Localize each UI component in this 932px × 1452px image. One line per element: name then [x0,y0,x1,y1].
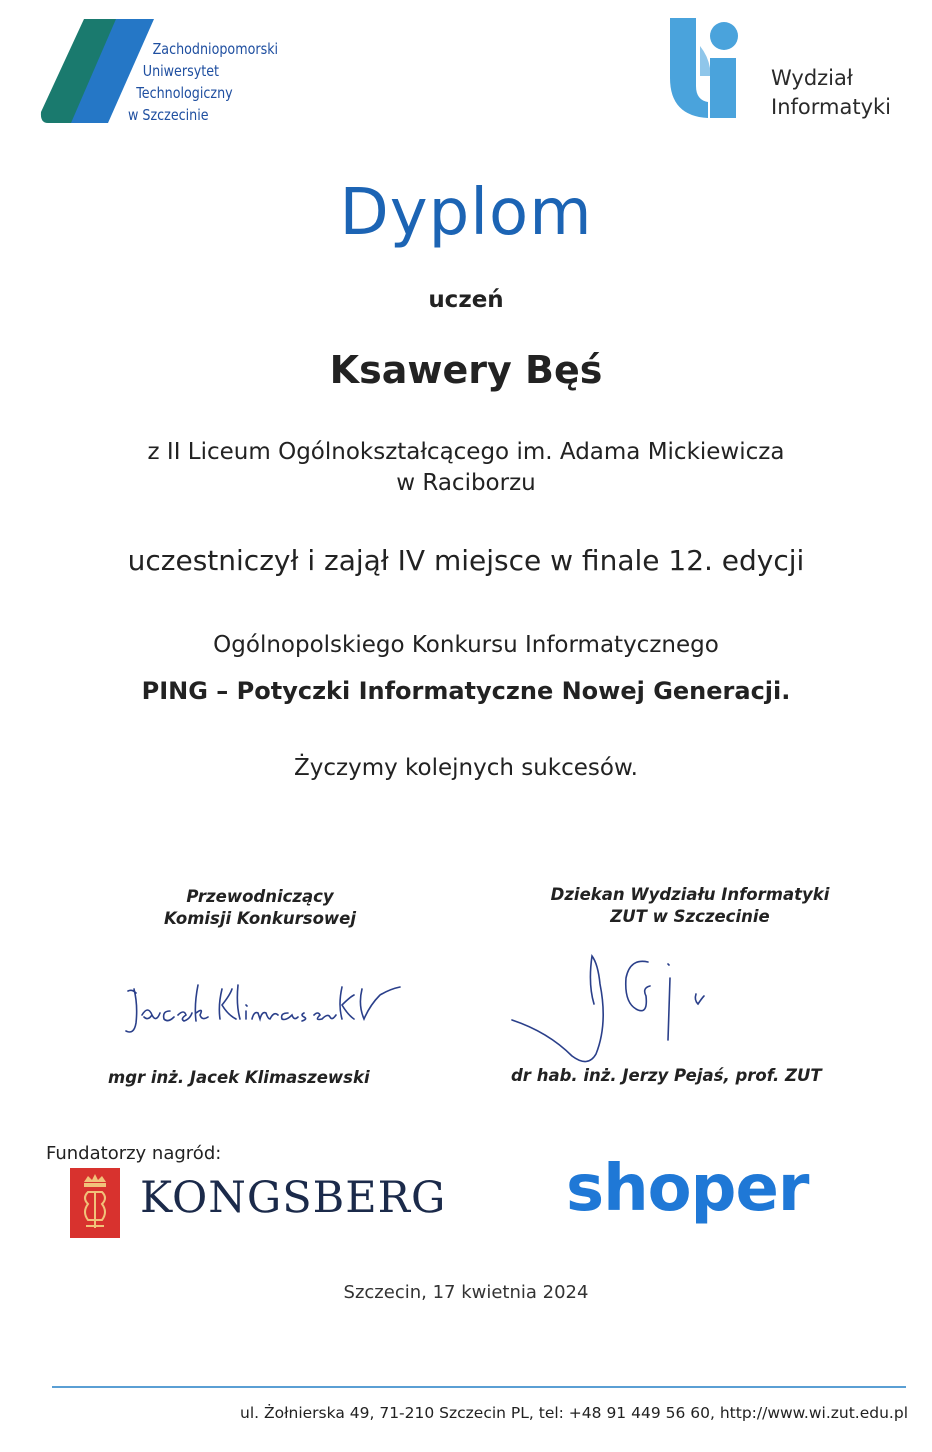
school-line: z II Liceum Ogólnokształcącego im. Adama Mickiewicza [147,439,785,465]
right-signatory-title-line: Dziekan Wydziału Informatyki [550,885,830,904]
recipient-role: uczeń [428,287,504,313]
wi-name-line: Wydział [771,66,853,90]
left-signatory-title [110,886,410,930]
place-and-date: Szczecin, 17 kwietnia 2024 [343,1282,589,1303]
right-handwritten-signature [508,944,718,1074]
wishes-text: Życzymy kolejnych sukcesów. [294,755,638,781]
wi-name [771,64,891,122]
kongsberg-logo-text: KONGSBERG [140,1173,447,1223]
left-signatory-title-line: Komisji Konkursowej [163,909,356,928]
contest-title: PING – Potyczki Informatyczne Nowej Generacji. [141,677,791,705]
left-handwritten-signature [118,975,408,1045]
left-signatory-name: mgr inż. Jacek Klimaszewski [108,1068,370,1087]
zut-name-line: w Szczecinie [128,106,209,124]
shoper-logo-text: shoper [566,1152,809,1226]
diploma-title: Dyplom [339,176,593,250]
right-signatory-title [510,884,870,928]
school-name [0,437,932,499]
contest-name: Ogólnopolskiego Konkursu Informatycznego [213,632,719,658]
recipient-name: Ksawery Bęś [329,348,603,392]
left-signatory-title-line: Przewodniczący [186,887,334,906]
right-signatory-title-line: ZUT w Szczecinie [610,907,770,926]
achievement-text: uczestniczył i zajął IV miejsce w finale 12. edycji [127,544,805,577]
zut-name-line: Uniwersytet [142,62,220,80]
school-line: w Raciborzu [396,470,536,496]
footer-address: ul. Żołnierska 49, 71-210 Szczecin PL, tel: +48 91 449 56 60, http://www.wi.zut.edu.pl [240,1404,908,1422]
zut-name-line: Technologiczny [136,84,233,102]
zut-name-line: Zachodniopomorski [152,40,279,58]
wi-logo [668,16,744,120]
footer-divider [52,1386,906,1388]
wi-name-line: Informatyki [771,95,891,119]
kongsberg-crest-icon [70,1168,120,1238]
zut-name [128,38,292,126]
right-signatory-name: dr hab. inż. Jerzy Pejaś, prof. ZUT [511,1066,822,1085]
sponsors-label: Fundatorzy nagród: [46,1143,222,1164]
